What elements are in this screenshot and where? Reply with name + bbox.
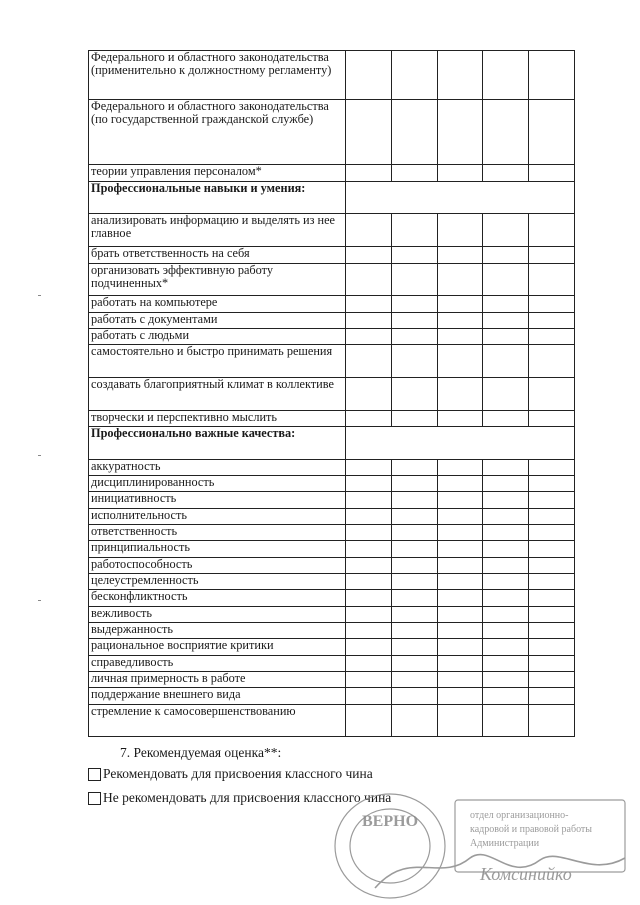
row-label: работать с людьми (89, 328, 346, 344)
rating-cell[interactable] (529, 590, 575, 606)
rating-cell[interactable] (437, 263, 483, 296)
margin-mark (38, 455, 41, 456)
rating-cell[interactable] (437, 100, 483, 165)
not-recommend-option-label: Не рекомендовать для присвоения классного чина (103, 790, 392, 805)
row-label: брать ответственность на себя (89, 247, 346, 263)
rating-cell[interactable] (391, 639, 437, 655)
rating-cell[interactable] (483, 328, 529, 344)
table-row (89, 704, 575, 737)
rating-cell[interactable] (346, 312, 392, 328)
rating-cell[interactable] (346, 51, 392, 100)
rating-cell[interactable] (346, 590, 392, 606)
rating-cell[interactable] (529, 377, 575, 410)
rating-cell[interactable] (346, 214, 392, 247)
table-row (89, 590, 575, 606)
rating-cell[interactable] (346, 165, 392, 181)
rating-cell[interactable] (529, 51, 575, 100)
rating-cell[interactable] (346, 459, 392, 475)
rating-cell[interactable] (437, 590, 483, 606)
row-label: поддержание внешнего вида (89, 688, 346, 704)
rating-cell[interactable] (483, 51, 529, 100)
rating-cell[interactable] (529, 312, 575, 328)
rating-cell[interactable] (346, 525, 392, 541)
rating-cell[interactable] (483, 574, 529, 590)
rating-cell[interactable] (529, 639, 575, 655)
rating-cell[interactable] (529, 606, 575, 622)
rating-cell[interactable] (483, 525, 529, 541)
rating-cell[interactable] (346, 655, 392, 671)
row-label: Федерального и областного законодательства (по государственной гражданской службе) (89, 100, 346, 165)
rating-cell[interactable] (346, 377, 392, 410)
rating-cell[interactable] (346, 247, 392, 263)
rating-cell[interactable] (346, 410, 392, 426)
rating-cell[interactable] (437, 247, 483, 263)
rating-cell[interactable] (437, 557, 483, 573)
rating-cell[interactable] (437, 345, 483, 378)
rating-cell[interactable] (483, 541, 529, 557)
rating-cell[interactable] (346, 639, 392, 655)
rating-cell[interactable] (529, 345, 575, 378)
rating-cell[interactable] (391, 100, 437, 165)
rating-cell[interactable] (529, 508, 575, 524)
rating-cell[interactable] (346, 541, 392, 557)
rating-cell[interactable] (437, 525, 483, 541)
rating-cell[interactable] (483, 704, 529, 737)
rating-cell[interactable] (529, 492, 575, 508)
table-row (89, 214, 575, 247)
rating-cell[interactable] (346, 100, 392, 165)
rating-cell[interactable] (529, 541, 575, 557)
rating-cell[interactable] (529, 655, 575, 671)
rating-cell[interactable] (437, 541, 483, 557)
table-row (89, 492, 575, 508)
rating-cell[interactable] (346, 606, 392, 622)
stamp-signature: Комсинийко (480, 864, 572, 884)
rating-cell[interactable] (483, 655, 529, 671)
row-label: Федерального и областного законодательства (применительно к должностному регламенту) (89, 51, 346, 100)
table-section-row (89, 181, 575, 214)
row-label: бесконфликтность (89, 590, 346, 606)
section-blank-cell (346, 426, 575, 459)
evaluation-table (88, 50, 575, 737)
rating-cell[interactable] (483, 590, 529, 606)
row-label: справедливость (89, 655, 346, 671)
rating-cell[interactable] (437, 574, 483, 590)
rating-cell[interactable] (391, 492, 437, 508)
rating-cell[interactable] (391, 541, 437, 557)
row-label: самостоятельно и быстро принимать решения (89, 345, 346, 378)
rating-cell[interactable] (483, 459, 529, 475)
rating-cell[interactable] (529, 165, 575, 181)
table-row (89, 328, 575, 344)
rating-cell[interactable] (483, 312, 529, 328)
rating-cell[interactable] (437, 459, 483, 475)
row-label: Профессиональные навыки и умения: (89, 181, 346, 214)
table-row (89, 606, 575, 622)
rating-cell[interactable] (391, 655, 437, 671)
rating-cell[interactable] (529, 214, 575, 247)
rating-cell[interactable] (483, 165, 529, 181)
rating-cell[interactable] (437, 508, 483, 524)
table-row (89, 475, 575, 491)
recommend-checkbox[interactable] (88, 768, 101, 781)
rating-cell[interactable] (437, 623, 483, 639)
rating-cell[interactable] (483, 672, 529, 688)
rating-cell[interactable] (346, 704, 392, 737)
rating-cell[interactable] (391, 247, 437, 263)
rating-cell[interactable] (391, 296, 437, 312)
row-label: Профессионально важные качества: (89, 426, 346, 459)
official-stamp (330, 788, 635, 903)
rating-cell[interactable] (391, 51, 437, 100)
rating-cell[interactable] (529, 247, 575, 263)
not-recommend-checkbox[interactable] (88, 792, 101, 805)
rating-cell[interactable] (391, 410, 437, 426)
rating-cell[interactable] (437, 492, 483, 508)
table-row (89, 623, 575, 639)
table-row (89, 525, 575, 541)
stamp-text-3: Администрации (470, 838, 540, 849)
stamp-text-0: ВЕРНО (362, 813, 419, 830)
rating-cell[interactable] (437, 51, 483, 100)
recommend-option-label: Рекомендовать для присвоения классного чина (103, 766, 373, 781)
rating-cell[interactable] (346, 688, 392, 704)
rating-cell[interactable] (391, 312, 437, 328)
rating-cell[interactable] (391, 557, 437, 573)
rating-cell[interactable] (483, 475, 529, 491)
row-label: работать с документами (89, 312, 346, 328)
section-blank-cell (346, 181, 575, 214)
table-row (89, 296, 575, 312)
rating-cell[interactable] (529, 475, 575, 491)
recommendation-title: 7. Рекомендуемая оценка**: (120, 745, 282, 760)
rating-cell[interactable] (529, 672, 575, 688)
rating-cell[interactable] (529, 100, 575, 165)
rating-cell[interactable] (483, 100, 529, 165)
row-label: стремление к самосовершенствованию (89, 704, 346, 737)
rating-cell[interactable] (391, 377, 437, 410)
table-row (89, 688, 575, 704)
rating-cell[interactable] (437, 377, 483, 410)
margin-mark (38, 295, 41, 296)
table-row (89, 574, 575, 590)
table-row (89, 541, 575, 557)
stamp-text-1: отдел организационно- (470, 810, 569, 821)
table-row (89, 557, 575, 573)
rating-cell[interactable] (483, 410, 529, 426)
row-label: организовать эффективную работу подчиненных* (89, 263, 346, 296)
rating-cell[interactable] (391, 165, 437, 181)
row-label: ответственность (89, 525, 346, 541)
rating-cell[interactable] (346, 557, 392, 573)
rating-cell[interactable] (391, 688, 437, 704)
rating-cell[interactable] (437, 312, 483, 328)
rating-cell[interactable] (391, 574, 437, 590)
rating-cell[interactable] (346, 475, 392, 491)
table-row (89, 672, 575, 688)
row-label: теории управления персоналом* (89, 165, 346, 181)
rating-cell[interactable] (391, 623, 437, 639)
table-row (89, 247, 575, 263)
rating-cell[interactable] (437, 639, 483, 655)
rating-cell[interactable] (437, 214, 483, 247)
table-section-row (89, 426, 575, 459)
rating-cell[interactable] (529, 263, 575, 296)
table-row (89, 377, 575, 410)
row-label: выдержанность (89, 623, 346, 639)
table-row (89, 508, 575, 524)
rating-cell[interactable] (437, 328, 483, 344)
rating-cell[interactable] (529, 688, 575, 704)
row-label: рациональное восприятие критики (89, 639, 346, 655)
rating-cell[interactable] (483, 557, 529, 573)
rating-cell[interactable] (529, 574, 575, 590)
row-label: личная примерность в работе (89, 672, 346, 688)
rating-cell[interactable] (529, 459, 575, 475)
rating-cell[interactable] (346, 263, 392, 296)
rating-cell[interactable] (437, 410, 483, 426)
rating-cell[interactable] (529, 525, 575, 541)
rating-cell[interactable] (529, 623, 575, 639)
row-label: дисциплинированность (89, 475, 346, 491)
table-row (89, 410, 575, 426)
table-row (89, 263, 575, 296)
row-label: работать на компьютере (89, 296, 346, 312)
rating-cell[interactable] (437, 165, 483, 181)
rating-cell[interactable] (346, 574, 392, 590)
rating-cell[interactable] (346, 492, 392, 508)
row-label: принципиальность (89, 541, 346, 557)
rating-cell[interactable] (437, 475, 483, 491)
rating-cell[interactable] (437, 606, 483, 622)
rating-cell[interactable] (391, 475, 437, 491)
row-label: вежливость (89, 606, 346, 622)
rating-cell[interactable] (346, 672, 392, 688)
rating-cell[interactable] (391, 590, 437, 606)
row-label: аккуратность (89, 459, 346, 475)
margin-mark (38, 600, 41, 601)
rating-cell[interactable] (437, 655, 483, 671)
rating-cell[interactable] (529, 557, 575, 573)
row-label: создавать благоприятный климат в коллективе (89, 377, 346, 410)
rating-cell[interactable] (391, 459, 437, 475)
rating-cell[interactable] (391, 263, 437, 296)
table-row (89, 100, 575, 165)
rating-cell[interactable] (391, 214, 437, 247)
table-row (89, 345, 575, 378)
table-row (89, 459, 575, 475)
table-row (89, 165, 575, 181)
rating-cell[interactable] (483, 492, 529, 508)
rating-cell[interactable] (346, 345, 392, 378)
row-label: инициативность (89, 492, 346, 508)
rating-cell[interactable] (483, 639, 529, 655)
rating-cell[interactable] (483, 623, 529, 639)
table-row (89, 639, 575, 655)
rating-cell[interactable] (391, 328, 437, 344)
row-label: работоспособность (89, 557, 346, 573)
rating-cell[interactable] (483, 214, 529, 247)
recommend-option[interactable] (88, 766, 373, 782)
rating-cell[interactable] (437, 704, 483, 737)
rating-cell[interactable] (529, 328, 575, 344)
rating-cell[interactable] (437, 672, 483, 688)
rating-cell[interactable] (346, 328, 392, 344)
rating-cell[interactable] (437, 688, 483, 704)
rating-cell[interactable] (391, 525, 437, 541)
table-row (89, 655, 575, 671)
row-label: целеустремленность (89, 574, 346, 590)
rating-cell[interactable] (483, 508, 529, 524)
table-row (89, 51, 575, 100)
rating-cell[interactable] (529, 704, 575, 737)
rating-cell[interactable] (483, 296, 529, 312)
evaluation-table-body (89, 51, 575, 737)
rating-cell[interactable] (483, 606, 529, 622)
row-label: анализировать информацию и выделять из нее главное (89, 214, 346, 247)
rating-cell[interactable] (483, 263, 529, 296)
rating-cell[interactable] (483, 345, 529, 378)
rating-cell[interactable] (346, 623, 392, 639)
table-row (89, 312, 575, 328)
row-label: творчески и перспективно мыслить (89, 410, 346, 426)
rating-cell[interactable] (391, 345, 437, 378)
rating-cell[interactable] (346, 296, 392, 312)
rating-cell[interactable] (391, 704, 437, 737)
rating-cell[interactable] (483, 688, 529, 704)
rating-cell[interactable] (391, 508, 437, 524)
rating-cell[interactable] (529, 410, 575, 426)
rating-cell[interactable] (391, 672, 437, 688)
rating-cell[interactable] (529, 296, 575, 312)
row-label: исполнительность (89, 508, 346, 524)
rating-cell[interactable] (391, 606, 437, 622)
rating-cell[interactable] (437, 296, 483, 312)
rating-cell[interactable] (346, 508, 392, 524)
stamp-text-2: кадровой и правовой работы (470, 824, 593, 835)
rating-cell[interactable] (483, 247, 529, 263)
rating-cell[interactable] (483, 377, 529, 410)
